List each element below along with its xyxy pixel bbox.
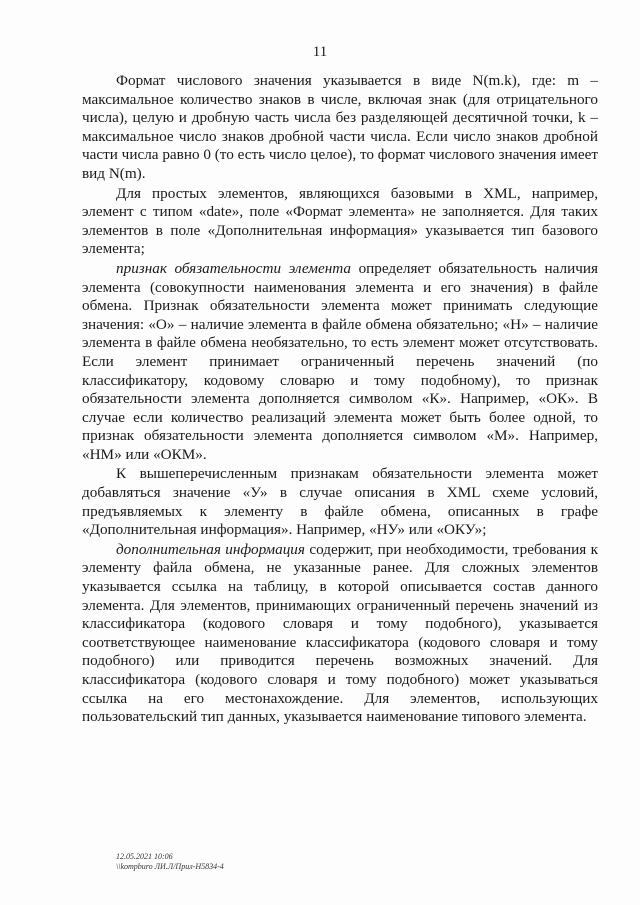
paragraph-simple-elements (82, 185, 598, 259)
paragraph-text: Для простых элементов, являющихся базовыми в XML, например, элемент с типом «date», поле «Формат элемента» не заполняется. Для таких элементов в поле «Дополнительная информация» указывается тип базового элемента; (82, 184, 598, 258)
page-number: 11 (312, 44, 328, 60)
paragraph-text: определяет обязательность наличия элемента (совокупности наименования элемента и его значения) в файле обмена. Признак обязательности элемента может принимать следующие значения: «О» – наличие элемента в файле обмена обязательно; «Н» – наличие элемента в файле обмена необязательно, то есть элемент может отсутствовать. Если элемент принимает ограниченный перечень значений (по классификатору, кодовому словарю и тому подобному), то признак обязательности элемента дополняется символом «К». Например, «ОК». В случае если количество реализаций элемента может быть более одной, то признак обязательности элемента дополняется символом «М». Например, «НМ» или «ОКМ». (82, 259, 598, 463)
paragraph-numeric-format (82, 72, 598, 184)
paragraph-required-flag (82, 260, 598, 465)
print-footer (116, 852, 516, 872)
term-required-flag: признак обязательности элемента (116, 259, 351, 277)
footer-timestamp: 12.05.2021 10:06 (116, 852, 173, 861)
document-body (82, 72, 598, 727)
paragraph-additional-info (82, 541, 598, 727)
paragraph-text: К вышеперечисленным признакам обязательности элемента может добавляться значение «У» в случае описания в XML схеме условий, предъявляемых к элементу в файле обмена, описанных в графе «Дополнительная информация». Например, «НУ» или «ОКУ»; (82, 465, 598, 539)
term-additional-info: дополнительная информация (116, 540, 305, 558)
paragraph-text: содержит, при необходимости, требования к элементу файла обмена, не указанные ранее. Для сложных элементов указывается ссылка на таблицу, в которой описывается состав данного элемента. Для элементов, принимающих ограниченный перечень значений из классификатора (кодового словаря и тому подобного), указывается соответствующее наименование классификатора (кодового словаря и тому подобного) или приводится перечень возможных значений. Для классификатора (кодового словаря и тому подобного) может указываться ссылка на его местонахождение. Для элементов, использующих пользовательский тип данных, указывается наименование типового элемента. (82, 540, 598, 726)
paragraph-text: Формат числового значения указывается в виде N(m.k), где: m – максимальное количество знаков в числе, включая знак (для отрицательного числа), целую и дробную часть числа без разделяющей десятичной точки, k – максимальное число знаков дробной части числа. Если число знаков дробной части числа равно 0 (то есть число целое), то формат числового значения имеет вид N(m). (82, 72, 598, 182)
footer-file-path: \\kompburo ЛИ.Л/Прил-Н5834-4 (116, 862, 224, 871)
paragraph-condition-flag (82, 465, 598, 539)
